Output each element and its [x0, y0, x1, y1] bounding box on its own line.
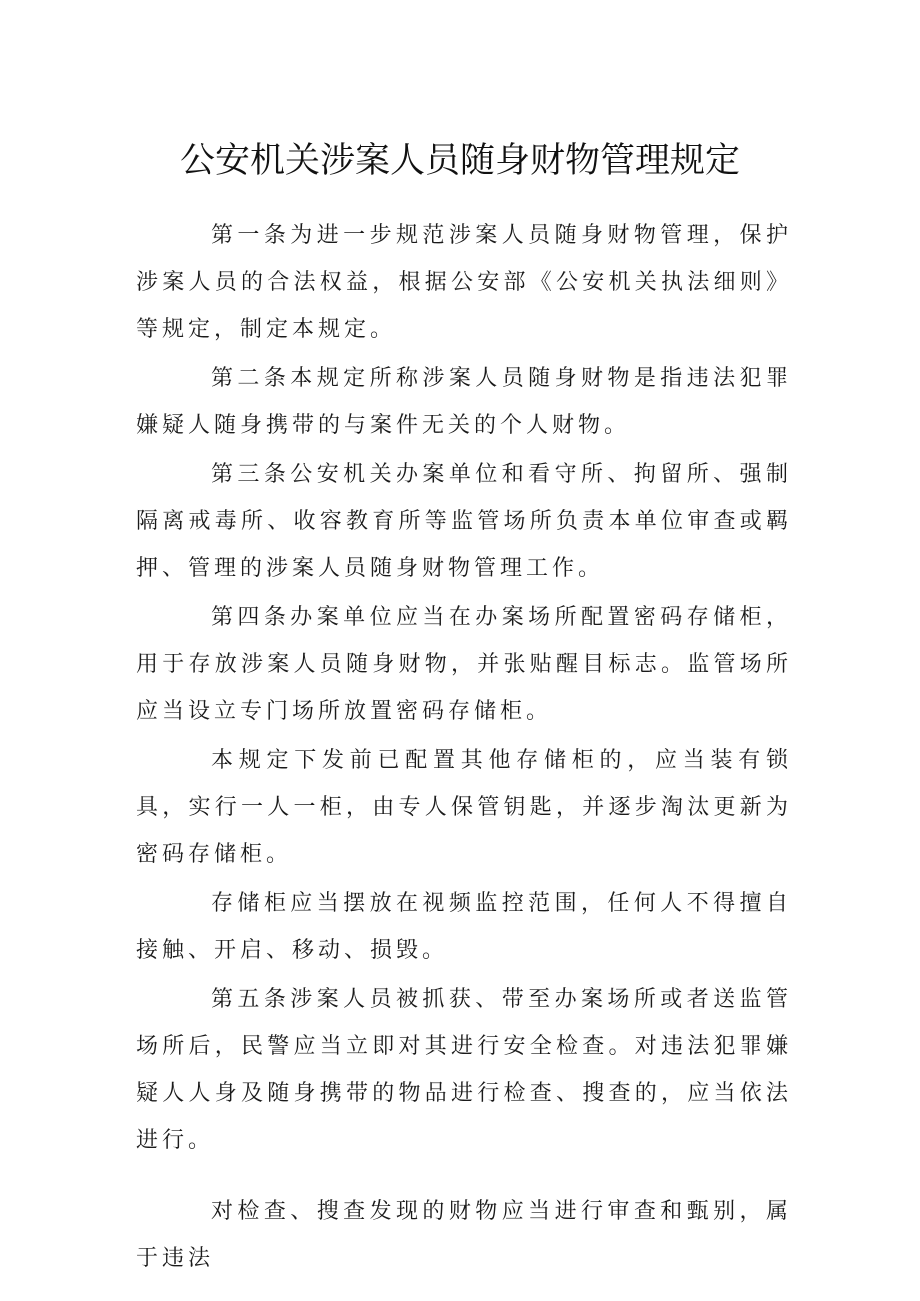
document-title: 公安机关涉案人员随身财物管理规定 [179, 141, 740, 182]
paragraph-video-monitoring: 存储柜应当摆放在视频监控范围，任何人不得擅自接触、开启、移动、损毁。 [136, 891, 792, 963]
document-body [136, 212, 792, 1284]
paragraph-article-1: 第一条为进一步规范涉案人员随身财物管理，保护涉案人员的合法权益，根据公安部《公安机关执法细则》等规定，制定本规定。 [136, 223, 792, 342]
paragraph-article-5: 第五条涉案人员被抓获、带至办案场所或者送监管场所后，民警应当立即对其进行安全检查。对违法犯罪嫌疑人人身及随身携带的物品进行检查、搜查的，应当依法进行。 [136, 987, 792, 1153]
paragraph-article-2: 第二条本规定所称涉案人员随身财物是指违法犯罪嫌疑人随身携带的与案件无关的个人财物。 [136, 366, 792, 438]
paragraph-inspection: 对检查、搜查发现的财物应当进行审查和甄别，属于违法 [136, 1199, 792, 1271]
paragraph-article-4: 第四条办案单位应当在办案场所配置密码存储柜，用于存放涉案人员随身财物，并张贴醒目标志。监管场所应当设立专门场所放置密码存储柜。 [136, 605, 792, 724]
paragraph-article-3: 第三条公安机关办案单位和看守所、拘留所、强制隔离戒毒所、收容教育所等监管场所负责本单位审查或羁押、管理的涉案人员随身财物管理工作。 [136, 462, 792, 581]
paragraph-lock-cabinets: 本规定下发前已配置其他存储柜的，应当装有锁具，实行一人一柜，由专人保管钥匙，并逐步淘汰更新为密码存储柜。 [136, 748, 792, 867]
